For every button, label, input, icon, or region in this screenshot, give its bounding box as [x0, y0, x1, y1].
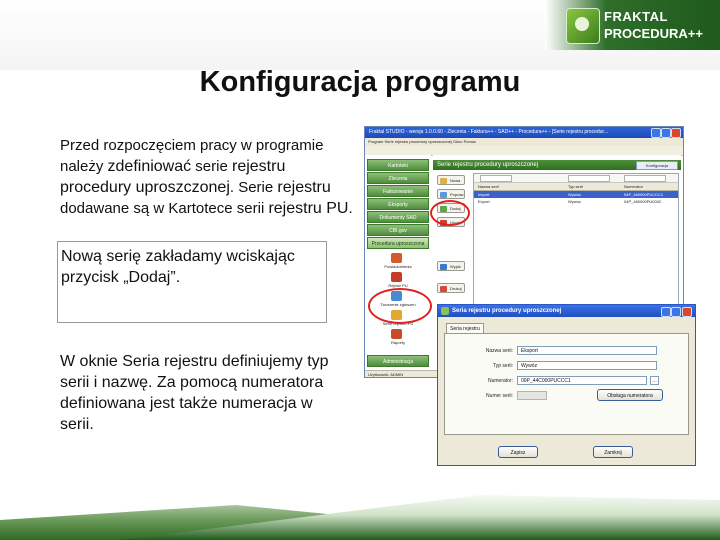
reports-icon[interactable]	[391, 329, 402, 339]
exit-label: Wyjdź	[450, 264, 461, 269]
numerator-handling-button[interactable]: Obsługa numeratora	[597, 389, 663, 401]
nav-item-kartoteki[interactable]: Kartoteki	[367, 159, 429, 171]
table-header	[474, 183, 678, 191]
dialog-app-icon	[441, 307, 449, 315]
p1-text-3: serie	[191, 158, 232, 175]
dialog-close-icon[interactable]	[682, 307, 692, 317]
logo-line-2: PROCEDURA++	[604, 26, 703, 41]
menu-bar[interactable]: Program Serie rejestru procedury uproszczonej Okno Pomoc	[365, 138, 683, 146]
dialog-maximize-icon[interactable]	[671, 307, 681, 317]
nav-icon-label-5: Raporty	[390, 340, 405, 345]
dialog-title: Seria rejestru procedury uproszczonej	[438, 305, 695, 317]
p1-text-7: dodawane są w Kartotece serii	[60, 200, 269, 217]
nav-item-cbi[interactable]: CBI.gov	[367, 224, 429, 236]
logo-emblem-icon	[566, 8, 600, 44]
maximize-icon[interactable]	[661, 128, 671, 138]
col-header-numerator[interactable]: Numerator	[624, 184, 643, 189]
nav-item-dokumenty-sad[interactable]: Dokumenty SAD	[367, 211, 429, 223]
bottom-decoration	[0, 490, 720, 540]
add-label: Dodaj	[450, 206, 461, 211]
cell-numerator: 04P_460000PUCCC1	[624, 192, 664, 197]
p1-text-8: rejestru PU	[268, 200, 349, 217]
nav-item-administracja[interactable]: Administracja	[367, 355, 429, 367]
nav-icon-label-1: Powiadomienia	[384, 264, 412, 269]
cell-name: Export	[478, 199, 490, 204]
p1-text-5: . Serie	[229, 179, 278, 196]
series-number-field	[517, 391, 547, 400]
print-icon	[440, 286, 447, 292]
p1-text-2: zdefiniować	[107, 158, 192, 175]
register-icon[interactable]	[391, 272, 402, 282]
tab-content	[444, 333, 689, 435]
paragraph-intro	[60, 135, 360, 219]
new-label: Nowa	[450, 178, 461, 183]
exit-button[interactable]	[437, 261, 465, 271]
series-dialog-window	[437, 304, 696, 466]
paragraph-add: Nową serię zakładamy wciskając przycisk „Dodaj”.	[61, 248, 295, 286]
p1-text-9: .	[348, 200, 353, 217]
type-label: Typ serii:	[492, 363, 513, 369]
print-button[interactable]	[437, 283, 465, 293]
logo-line-1: FRAKTAL	[604, 9, 668, 24]
numerator-lookup-button[interactable]: …	[652, 378, 657, 384]
series-name-field[interactable]: Eksport	[517, 346, 657, 355]
new-icon	[440, 178, 447, 184]
close-icon[interactable]	[671, 128, 681, 138]
col-header-type[interactable]: Typ serii	[568, 184, 583, 189]
nav-icon-label-4: Serie rejestru PU	[382, 321, 414, 326]
p1-text-6: rejestru	[277, 179, 331, 196]
nav-item-procedura[interactable]: Procedura uproszczona	[367, 237, 429, 249]
fraktal-logo	[566, 6, 716, 46]
cell-type: Wywóz	[568, 199, 581, 204]
highlight-circle-series	[368, 288, 432, 324]
edit-icon	[440, 192, 447, 198]
nav-icon-label-3: Tworzenie zgłoszeń	[380, 302, 416, 307]
slide-title: Konfiguracja programu	[199, 66, 521, 98]
exit-icon	[440, 264, 447, 270]
numerator-label: Numerator:	[487, 378, 513, 384]
new-button[interactable]	[437, 175, 465, 185]
name-label: Nazwa serii:	[485, 348, 513, 354]
series-type-select[interactable]: Wywóz	[517, 361, 657, 370]
p1-text-1: Przed rozpoczęciem pracy w programie należy	[60, 137, 324, 175]
filter-field-3[interactable]	[624, 175, 666, 182]
cell-name: Import	[478, 192, 490, 197]
print-label: Drukuj	[450, 286, 462, 291]
tab-series[interactable]: Seria rejestru	[446, 323, 484, 334]
cell-numerator: 04P_460000PU0002	[624, 199, 662, 204]
p1-text-4: rejestru procedury uproszczonej	[60, 158, 286, 196]
nav-item-fakturowanie[interactable]: Fakturowanie	[367, 185, 429, 197]
filter-field-2[interactable]	[568, 175, 610, 182]
numerator-field[interactable]: 00P_44C000PUCCC1	[517, 376, 647, 385]
nav-item-eksporty[interactable]: Eksporty	[367, 198, 429, 210]
notifications-icon[interactable]	[391, 253, 402, 263]
status-bar: Użytkownik: ADMIN	[365, 370, 683, 377]
table-row[interactable]	[474, 198, 678, 205]
col-header-name[interactable]: Nazwa serii	[478, 184, 499, 189]
number-label: Numer serii:	[486, 393, 513, 399]
delete-label: Usuń	[450, 220, 460, 225]
nav-item-zlecenia[interactable]: Zlecenia	[367, 172, 429, 184]
save-button[interactable]: Zapisz	[498, 446, 538, 458]
cell-type: Wywóz	[568, 192, 581, 197]
table-row[interactable]	[474, 191, 678, 198]
dialog-minimize-icon[interactable]	[661, 307, 671, 317]
filter-field-1[interactable]	[480, 175, 512, 182]
configuration-button[interactable]: Konfiguracja	[636, 161, 678, 170]
nav-icon-label-2: Rejestr PU	[388, 283, 408, 288]
table-filter-bar	[474, 174, 678, 183]
paragraph-dialog: W oknie Seria rejestru definiujemy typ serii i nazwę. Za pomocą numeratora definiowana jest także numeracja w serii.	[60, 353, 329, 433]
close-button[interactable]: Zamknij	[593, 446, 633, 458]
main-window-title: Fraktal STUDIO - wersja 1.0.0.60 - Zlecenia - Faktura++ - SAD++ - Procedura++ - [Serie rejestru procedur...	[365, 127, 683, 138]
minimize-icon[interactable]	[651, 128, 661, 138]
highlight-circle-add	[430, 200, 470, 226]
left-navigation	[365, 155, 431, 369]
edit-button[interactable]	[437, 189, 465, 199]
edit-label: Popraw	[450, 192, 464, 197]
panel-title: Serie rejestru procedury uproszczonej	[433, 160, 681, 170]
